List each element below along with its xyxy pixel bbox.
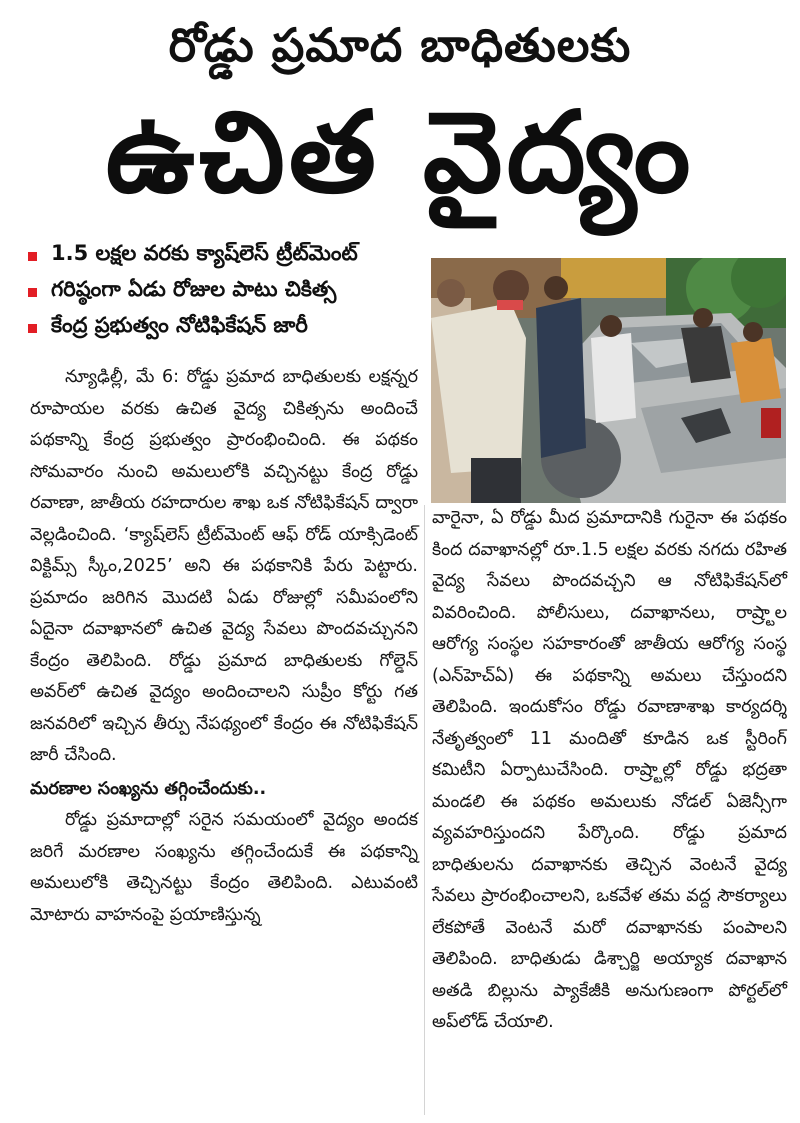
article-subheading: మరణాల సంఖ్యను తగ్గించేందుకు.. <box>30 778 267 799</box>
bullet-square-icon <box>28 324 37 333</box>
article-column-right <box>432 503 787 1039</box>
accident-photo <box>431 258 786 503</box>
main-headline: ఉచిత వైద్యం <box>105 87 695 218</box>
bullet-item <box>28 238 428 274</box>
bullet-square-icon <box>28 252 37 261</box>
bullet-item <box>28 310 428 346</box>
article-paragraph: వారైనా, ఏ రోడ్డు మీద ప్రమాదానికి గురైనా ఈ పథకం కింద దవాఖానల్లో రూ.1.5 లక్షల వరకు నగదు రహిత వైద్య సేవలు పొందవచ్చని ఆ నోటిఫికేషన్‌లో వివరించింది. పోలీసులు, దవాఖానలు, రాష్ర్టాల ఆరోగ్య సంస్థల సహకారంతో జాతీయ ఆరోగ్య సంస్థ (ఎన్‌హెచ్‌ఏ) ఈ పథకాన్ని అమలు చేస్తుందని తెలిపింది. ఇందుకోసం రోడ్డు రవాణాశాఖ కార్యదర్శి నేతృత్వంలో 11 మందితో కూడిన ఒక స్టీరింగ్ కమిటీని ఏర్పాటుచేసింది. రాష్ర్టాల్లో రోడ్డు భద్రతా మండలి ఈ పథకం అమలుకు నోడల్ ఏజెన్సీగా వ్యవహరిస్తుందని పేర్కొంది. రోడ్డు ప్రమాద బాధితులను దవాఖానకు తెచ్చిన వెంటనే వైద్య సేవలు ప్రారంభించాలని, ఒకవేళ తమ వద్ద సౌకర్యాలు లేకపోతే వెంటనే మరో దవాఖానకు పంపాలని తెలిపింది. బాధితుడు డిశ్చార్జి అయ్యాక దవాఖాన అతడి బిల్లును ప్యాకేజీకి అనుగుణంగా పోర్టల్‌లో అప్‌లోడ్ చేయాలి. <box>432 508 787 1032</box>
kicker-headline: రోడ్డు ప్రమాద బాధితులకు <box>168 18 632 72</box>
article-paragraph: రోడ్డు ప్రమాదాల్లో సరైన సమయంలో వైద్యం అందక జరిగే మరణాల సంఖ్యను తగ్గించేందుకే ఈ పథకాన్ని అమలులోకి తెచ్చినట్టు కేంద్రం తెలిపింది. ఎటువంటి మోటారు వాహనంపై ప్రయాణిస్తున్న <box>30 810 418 925</box>
column-divider <box>424 505 425 1115</box>
bullet-text: గరిష్ఠంగా ఏడు రోజుల పాటు చికిత్స <box>51 277 337 301</box>
bullet-text: కేంద్ర ప్రభుత్వం నోటిఫికేషన్ జారీ <box>51 313 308 337</box>
article-paragraph: న్యూఢిల్లీ, మే 6: రోడ్డు ప్రమాద బాధితులకు లక్షన్నర రూపాయల వరకు ఉచిత వైద్య చికిత్సను అందించే పథకాన్ని కేంద్ర ప్రభుత్వం ప్రారంభించింది. ఈ పథకం సోమవారం నుంచి అమలులోకి వచ్చినట్టు కేంద్ర రోడ్డు రవాణా, జాతీయ రహదారుల శాఖ ఒక నోటిఫికేషన్ ద్వారా వెల్లడించింది. ‘క్యాష్‌లెస్ ట్రీట్‌మెంట్ ఆఫ్ రోడ్ యాక్సిడెంట్ విక్టిమ్స్ స్కీం,2025’ అని ఈ పథకానికి పేరు పెట్టారు. ప్రమాదం జరిగిన మొదటి ఏడు రోజుల్లో సమీపంలోని ఏదైనా దవాఖానలో ఉచిత వైద్య సేవలు పొందవచ్చునని కేంద్రం తెలిపింది. రోడ్డు ప్రమాద బాధితులకు గోల్డెన్ అవర్‌లో ఉచిత వైద్యం అందించాలని సుప్రీం కోర్టు గత జనవరిలో ఇచ్చిన తీర్పు నేపథ్యంలో కేంద్రం ఈ నోటిఫికేషన్ జారీ చేసింది. <box>30 367 418 765</box>
article-column-left <box>30 362 418 931</box>
bullet-item <box>28 274 428 310</box>
bullet-square-icon <box>28 288 37 297</box>
accident-scene-illustration <box>431 258 786 503</box>
bullet-text: 1.5 లక్షల వరకు క్యాష్‌లెస్ ట్రీట్‌మెంట్ <box>51 241 358 265</box>
bullet-list <box>28 238 428 346</box>
